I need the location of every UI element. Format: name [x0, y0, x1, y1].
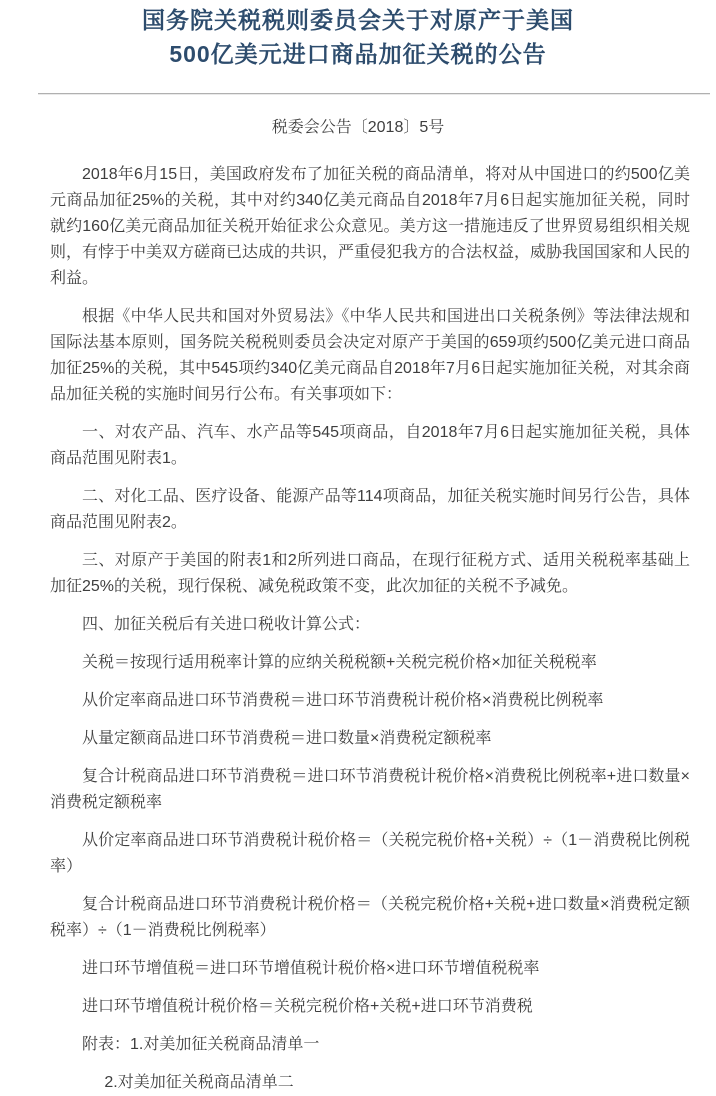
- paragraph-item-3: 三、对原产于美国的附表1和2所列进口商品，在现行征税方式、适用关税税率基础上加征25%的关税，现行保税、减免税政策不变，此次加征的关税不予减免。: [50, 552, 690, 595]
- attachment-line-1: 附表：1.对美加征关税商品清单一: [82, 1036, 320, 1053]
- page-title: [0, 0, 716, 71]
- formula-import-vat: 进口环节增值税＝进口环节增值税计税价格×进口环节增值税税率: [82, 960, 540, 977]
- formula-import-vat-taxable-price: 进口环节增值税计税价格＝关税完税价格+关税+进口环节消费税: [82, 998, 533, 1015]
- paragraph-item-1: 一、对农产品、汽车、水产品等545项商品，自2018年7月6日起实施加征关税，具体商品范围见附表1。: [50, 424, 690, 467]
- header-divider: [38, 93, 710, 94]
- document-body: [0, 162, 716, 1096]
- formula-advalorem-taxable-price: 从价定率商品进口环节消费税计税价格＝（关税完税价格+关税）÷（1－消费税比例税率）: [50, 832, 690, 875]
- paragraph-intro: 2018年6月15日，美国政府发布了加征关税的商品清单，将对从中国进口的约500亿美元商品加征25%的关税，其中对约340亿美元商品自2018年7月6日起实施加征关税，同时就约160亿美元商品加征关税开始征求公众意见。美方这一措施违反了世界贸易组织相关规则，有悖于中美双方磋商已达成的共识，严重侵犯我方的合法权益，威胁我国国家和人民的利益。: [50, 166, 691, 287]
- title-line-2: 500亿美元进口商品加征关税的公告: [169, 41, 547, 67]
- doc-number: 税委会公告〔2018〕5号: [271, 119, 445, 136]
- paragraph-basis: 根据《中华人民共和国对外贸易法》《中华人民共和国进出口关税条例》等法律法规和国际法基本原则，国务院关税税则委员会决定对原产于美国的659项约500亿美元进口商品加征25%的关税，其中545项约340亿美元商品自2018年7月6日起实施加征关税，对其余商品加征关税的实施时间另行公布。有关事项如下：: [50, 308, 690, 403]
- formula-advalorem-consumption-tax: 从价定率商品进口环节消费税＝进口环节消费税计税价格×消费税比例税率: [82, 692, 604, 709]
- formula-compound-consumption-tax: 复合计税商品进口环节消费税＝进口环节消费税计税价格×消费税比例税率+进口数量×消费税定额税率: [50, 768, 690, 811]
- paragraph-item-4: 四、加征关税后有关进口税收计算公式：: [82, 616, 371, 633]
- formula-tariff: 关税＝按现行适用税率计算的应纳关税税额+关税完税价格×加征关税税率: [82, 654, 597, 671]
- attachment-line-2: 2.对美加征关税商品清单二: [104, 1074, 294, 1091]
- title-line-1: 国务院关税税则委员会关于对原产于美国: [142, 7, 574, 33]
- paragraph-item-2: 二、对化工品、医疗设备、能源产品等114项商品，加征关税实施时间另行公告，具体商品范围见附表2。: [50, 488, 690, 531]
- formula-compound-taxable-price: 复合计税商品进口环节消费税计税价格＝（关税完税价格+关税+进口数量×消费税定额税率）÷（1－消费税比例税率）: [50, 896, 690, 939]
- formula-quantity-consumption-tax: 从量定额商品进口环节消费税＝进口数量×消费税定额税率: [82, 730, 492, 747]
